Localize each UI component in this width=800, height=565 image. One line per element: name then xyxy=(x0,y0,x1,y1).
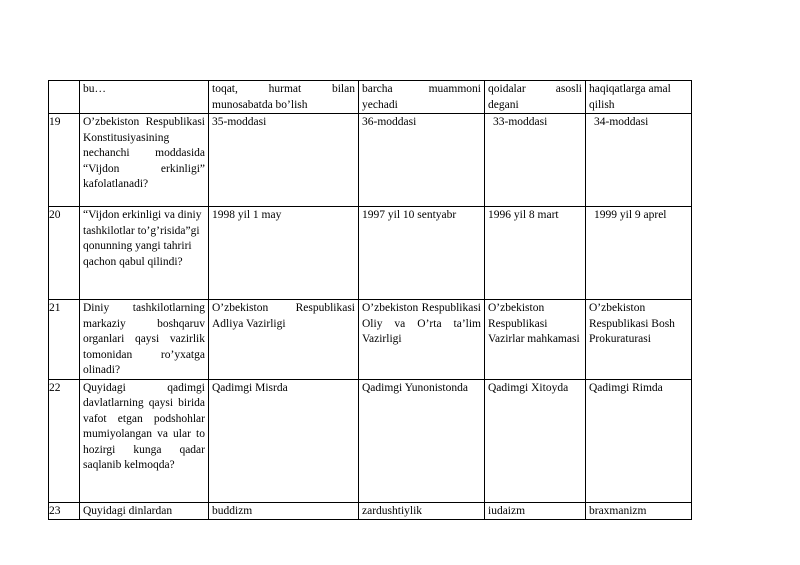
answer-option-d: 1999 yil 9 aprel xyxy=(586,207,692,300)
question-number: 20 xyxy=(49,207,80,300)
answer-option-d: Qadimgi Rimda xyxy=(586,379,692,502)
answer-option-b: 36-moddasi xyxy=(359,114,485,207)
answer-option-a: 35-moddasi xyxy=(209,114,359,207)
answer-option-b: barcha muammoni yechadi xyxy=(359,81,485,114)
answer-option-c: iudaizm xyxy=(485,502,586,520)
answer-option-d: 34-moddasi xyxy=(586,114,692,207)
answer-option-d: O’zbekiston Respublikasi Bosh Prokuraturasi xyxy=(586,300,692,380)
question-number: 22 xyxy=(49,379,80,502)
question-text: O’zbekiston Respublikasi Konstitusiyasining nechanchi moddasida “Vijdon erkinligi” kafolatlanadi? xyxy=(80,114,209,207)
question-text: Diniy tashkilotlarning markaziy boshqaruv organlari qaysi vazirlik tomonidan ro’yxatga olinadi? xyxy=(80,300,209,380)
question-text: bu… xyxy=(80,81,209,114)
table-row xyxy=(49,379,692,502)
question-text: Quyidagi qadimgi davlatlarning qaysi birida vafot etgan podshohlar mumiyolangan va ular to hozirgi kunga qadar saqlanib kelmoqda? xyxy=(80,379,209,502)
question-number: 21 xyxy=(49,300,80,380)
question-text: “Vijdon erkinligi va diniy tashkilotlar to’g’risida”gi qonunning yangi tahriri qachon qabul qilindi? xyxy=(80,207,209,300)
answer-option-b: O’zbekiston Respublikasi Oliy va O’rta ta’lim Vazirligi xyxy=(359,300,485,380)
table-row xyxy=(49,300,692,380)
answer-option-c: 1996 yil 8 mart xyxy=(485,207,586,300)
quiz-table xyxy=(48,80,692,520)
answer-option-b: Qadimgi Yunonistonda xyxy=(359,379,485,502)
answer-option-c: 33-moddasi xyxy=(485,114,586,207)
answer-option-d: haqiqatlarga amal qilish xyxy=(586,81,692,114)
answer-option-a: toqat, hurmat bilan munosabatda bo’lish xyxy=(209,81,359,114)
answer-option-a: Qadimgi Misrda xyxy=(209,379,359,502)
answer-option-c: Qadimgi Xitoyda xyxy=(485,379,586,502)
question-number: 19 xyxy=(49,114,80,207)
question-number: 23 xyxy=(49,502,80,520)
answer-option-c: O’zbekiston Respublikasi Vazirlar mahkamasi xyxy=(485,300,586,380)
answer-option-b: 1997 yil 10 sentyabr xyxy=(359,207,485,300)
answer-option-a: 1998 yil 1 may xyxy=(209,207,359,300)
answer-option-c: qoidalar asosli degani xyxy=(485,81,586,114)
table-row xyxy=(49,207,692,300)
answer-option-b: zardushtiylik xyxy=(359,502,485,520)
answer-option-d: braxmanizm xyxy=(586,502,692,520)
answer-option-a: O’zbekiston Respublikasi Adliya Vazirligi xyxy=(209,300,359,380)
question-text: Quyidagi dinlardan xyxy=(80,502,209,520)
question-number xyxy=(49,81,80,114)
table-row xyxy=(49,114,692,207)
table-row xyxy=(49,502,692,520)
table-row xyxy=(49,81,692,114)
answer-option-a: buddizm xyxy=(209,502,359,520)
